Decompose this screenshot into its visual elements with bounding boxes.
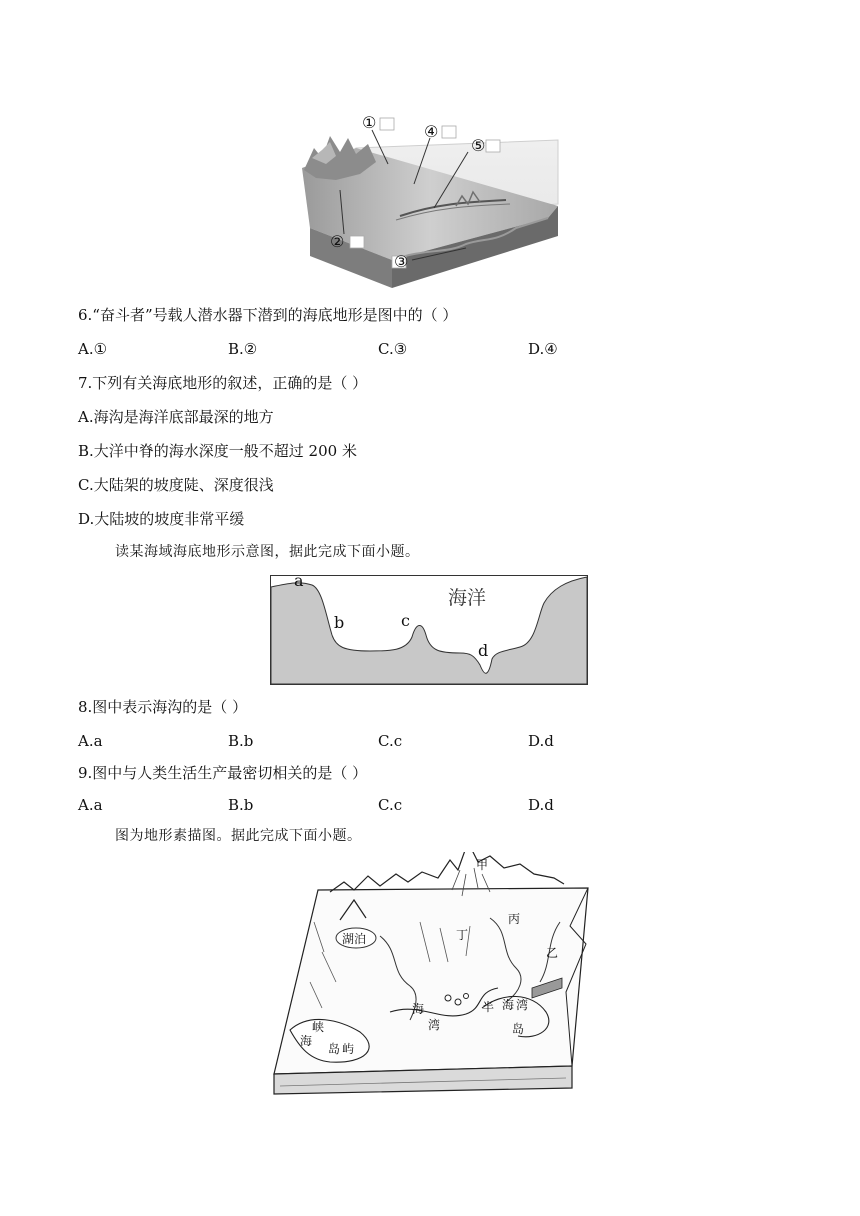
q8-option-b: B.b: [228, 732, 254, 750]
intro-terrain-sketch: 图为地形素描图。据此完成下面小题。: [115, 828, 362, 844]
figure1-label-1: ①: [362, 113, 377, 132]
figure2-label-b: b: [334, 613, 345, 632]
figure3-label-bay2-hai: 海: [502, 998, 515, 1012]
q6-option-d: D.④: [528, 340, 558, 358]
q9-option-b: B.b: [228, 796, 254, 814]
figure3-label-jia: 甲: [476, 858, 489, 872]
figure2-label-c: c: [401, 611, 410, 630]
q7-option-d: D.大陆坡的坡度非常平缓: [78, 510, 245, 528]
figure2-label-d: d: [478, 641, 489, 660]
q9-option-d: D.d: [528, 796, 554, 814]
figure3-label-peninsula-ban: 半: [482, 1000, 495, 1014]
figure2-ocean-label: 海洋: [448, 587, 487, 609]
figure3-label-bing: 丙: [508, 912, 521, 926]
q7-option-a: A.海沟是海洋底部最深的地方: [78, 408, 274, 426]
figure3-label-yi: 乙: [546, 946, 559, 960]
question-8: 8.图中表示海沟的是（ ）: [78, 698, 248, 716]
figure3-label-strait-xia: 峡: [312, 1020, 325, 1034]
q9-option-c: C.c: [378, 796, 403, 814]
question-7: 7.下列有关海底地形的叙述，正确的是（ ）: [78, 374, 368, 392]
figure3-label-bay-wan: 湾: [428, 1018, 441, 1032]
seabed-profile-svg: [270, 575, 588, 685]
figure3-label-strait-hai: 海: [300, 1034, 313, 1048]
figure3-label-peninsula-dao: 岛: [512, 1022, 525, 1036]
seabed-profile-diagram: [270, 571, 588, 685]
question-6: 6.“奋斗者”号载人潜水器下潜到的海底地形是图中的（ ）: [78, 306, 458, 324]
figure3-label-ding: 丁: [456, 928, 469, 942]
figure3-label-lake: 湖泊: [342, 932, 367, 946]
figure3-label-bay2-wan: 湾: [516, 998, 529, 1012]
q6-option-a: A.①: [78, 340, 108, 358]
terrain-sketch-diagram: [270, 852, 592, 1098]
q8-option-d: D.d: [528, 732, 554, 750]
figure3-label-island-dao: 岛: [328, 1042, 341, 1056]
q8-option-a: A.a: [78, 732, 103, 750]
figure1-label-4: ④: [424, 122, 439, 141]
figure2-label-a: a: [294, 571, 304, 590]
figure3-label-bay-hai: 海: [412, 1002, 425, 1016]
q6-option-c: C.③: [378, 340, 408, 358]
figure1-label-2: ②: [330, 232, 345, 251]
question-9: 9.图中与人类生活生产最密切相关的是（ ）: [78, 764, 368, 782]
figure3-label-island-yu: 屿: [342, 1042, 355, 1056]
q7-option-b: B.大洋中脊的海水深度一般不超过 200 米: [78, 442, 357, 460]
terrain-sketch-svg: [270, 852, 592, 1098]
figure1-label-5: ⑤: [471, 136, 486, 155]
q7-option-c: C.大陆架的坡度陡、深度很浅: [78, 476, 274, 494]
q9-option-a: A.a: [78, 796, 103, 814]
seabed-block-diagram: [296, 108, 568, 290]
figure1-label-3: ③: [394, 252, 409, 271]
q6-option-b: B.②: [228, 340, 258, 358]
intro-seabed-profile: 读某海域海底地形示意图，据此完成下面小题。: [115, 544, 420, 560]
q8-option-c: C.c: [378, 732, 403, 750]
